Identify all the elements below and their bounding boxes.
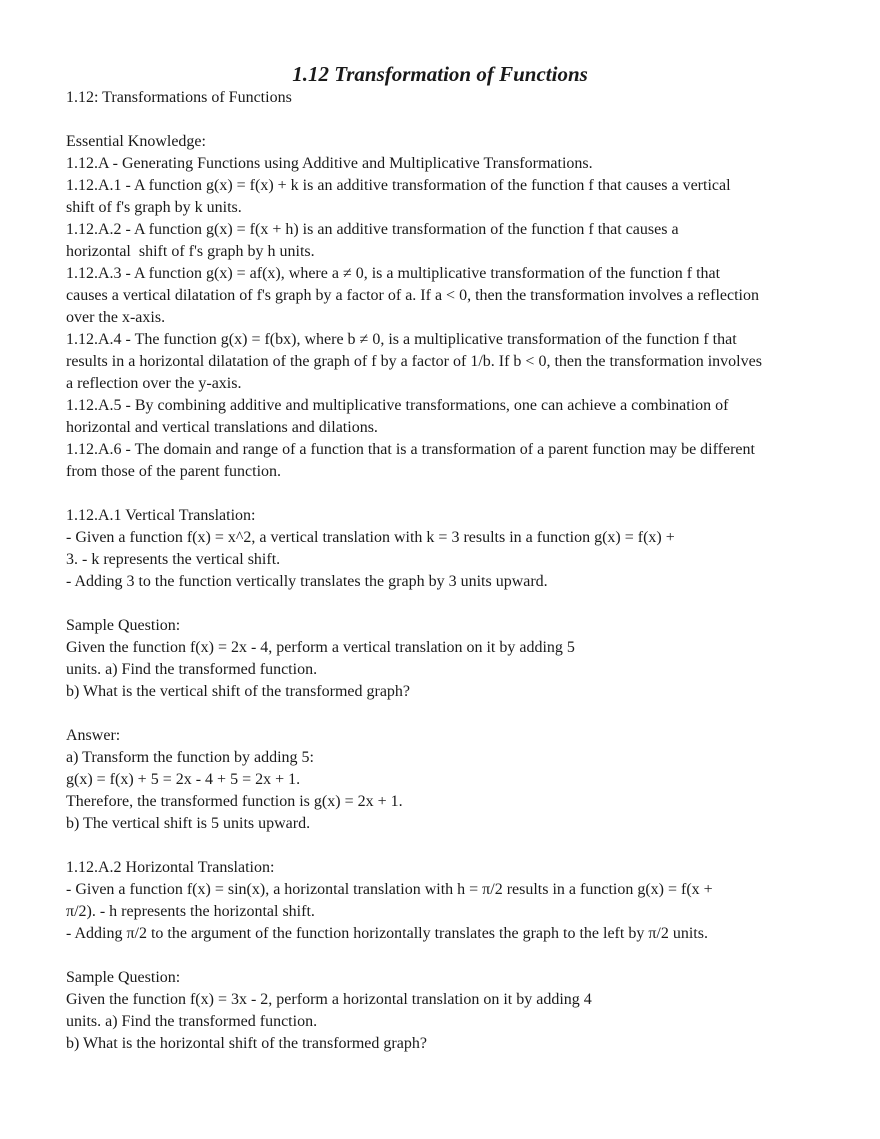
text-line: - Given a function f(x) = sin(x), a horizontal translation with h = π/2 results in a function g(x) = f(x + — [66, 881, 713, 898]
text-line: b) The vertical shift is 5 units upward. — [66, 815, 311, 832]
text-line: units. a) Find the transformed function. — [66, 1013, 318, 1030]
text-line: Sample Question: — [66, 617, 181, 634]
blank-line — [66, 835, 826, 857]
text-line: 1.12.A.2 - A function g(x) = f(x + h) is an additive transformation of the function f that causes a — [66, 221, 679, 238]
text-line: causes a vertical dilatation of f's graph by a factor of a. If a < 0, then the transformation involves a reflection — [66, 287, 759, 304]
text-line: horizontal and vertical translations and dilations. — [66, 419, 378, 436]
text-line: 1.12.A.1 Vertical Translation: — [66, 507, 256, 524]
text-line: shift of f's graph by k units. — [66, 199, 242, 216]
text-line: b) What is the vertical shift of the transformed graph? — [66, 683, 411, 700]
text-line: 1.12.A.6 - The domain and range of a function that is a transformation of a parent function may be different — [66, 441, 755, 458]
text-line: Answer: — [66, 727, 121, 744]
text-line: a) Transform the function by adding 5: — [66, 749, 314, 766]
text-line: 1.12.A.3 - A function g(x) = af(x), where a ≠ 0, is a multiplicative transformation of the function f that — [66, 265, 721, 282]
text-line: Sample Question: — [66, 969, 181, 986]
text-line: results in a horizontal dilatation of the graph of f by a factor of 1/b. If b < 0, then the transformation involves — [66, 353, 762, 370]
text-line: 1.12.A.1 - A function g(x) = f(x) + k is an additive transformation of the function f that causes a vertical — [66, 177, 731, 194]
text-line: 1.12.A - Generating Functions using Additive and Multiplicative Transformations. — [66, 155, 593, 172]
text-line: a reflection over the y-axis. — [66, 375, 242, 392]
text-line: over the x-axis. — [66, 309, 166, 326]
text-line: 1.12.A.2 Horizontal Translation: — [66, 859, 275, 876]
text-line: - Adding π/2 to the argument of the function horizontally translates the graph to the left by π/2 units. — [66, 925, 708, 942]
text-line: - Adding 3 to the function vertically translates the graph by 3 units upward. — [66, 573, 548, 590]
blank-line — [66, 703, 826, 725]
blank-line — [66, 483, 826, 505]
text-line: 1.12.A.5 - By combining additive and multiplicative transformations, one can achieve a combination of — [66, 397, 729, 414]
document-title: 1.12 Transformation of Functions — [292, 62, 588, 86]
text-line: 3. - k represents the vertical shift. — [66, 551, 281, 568]
text-line: Given the function f(x) = 3x - 2, perform a horizontal translation on it by adding 4 — [66, 991, 592, 1008]
text-line: from those of the parent function. — [66, 463, 282, 480]
blank-line — [66, 593, 826, 615]
blank-line — [66, 945, 826, 967]
text-line: 1.12: Transformations of Functions — [66, 89, 292, 106]
text-line: units. a) Find the transformed function. — [66, 661, 318, 678]
document-body — [66, 87, 826, 1055]
text-line: - Given a function f(x) = x^2, a vertical translation with k = 3 results in a function g(x) = f(x) + — [66, 529, 675, 546]
text-line: π/2). - h represents the horizontal shift. — [66, 903, 315, 920]
text-line: b) What is the horizontal shift of the transformed graph? — [66, 1035, 427, 1052]
text-line: Essential Knowledge: — [66, 133, 206, 150]
text-line: Given the function f(x) = 2x - 4, perform a vertical translation on it by adding 5 — [66, 639, 575, 656]
text-line: 1.12.A.4 - The function g(x) = f(bx), where b ≠ 0, is a multiplicative transformation of the function f that — [66, 331, 737, 348]
blank-line — [66, 109, 826, 131]
text-line: horizontal shift of f's graph by h units. — [66, 243, 315, 260]
text-line: g(x) = f(x) + 5 = 2x - 4 + 5 = 2x + 1. — [66, 771, 301, 788]
text-line: Therefore, the transformed function is g(x) = 2x + 1. — [66, 793, 403, 810]
